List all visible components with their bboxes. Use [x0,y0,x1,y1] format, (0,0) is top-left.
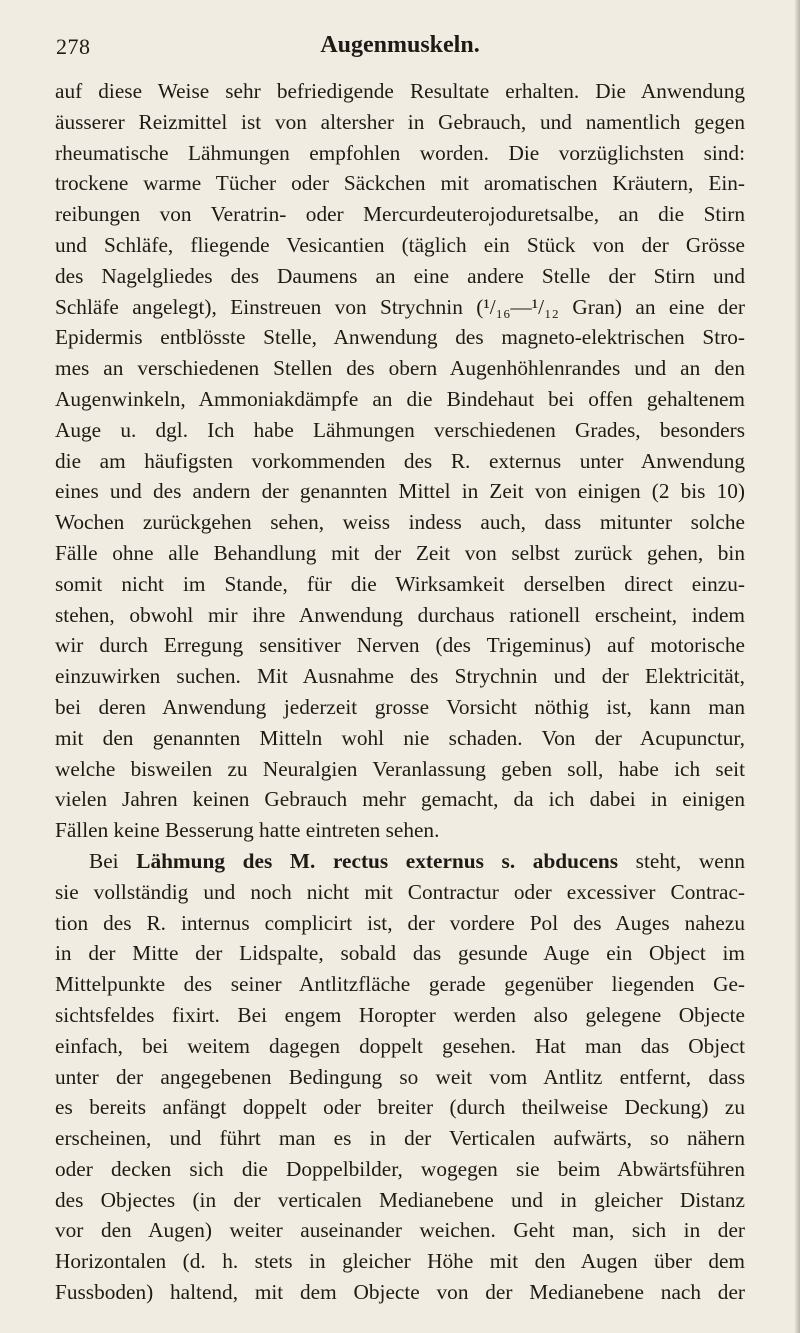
text-line: und Schläfe, fliegende Vesicantien (täglich ein Stück von der Grösse [55,232,745,257]
text-line: somit nicht im Stande, für die Wirksamkeit derselben direct einzu- [55,571,745,596]
text-line: auf diese Weise sehr befriedigende Resultate erhalten. Die Anwendung [55,79,745,103]
text-line: Wochen zurückgehen sehen, weiss indess auch, dass mitunter solche [55,510,745,535]
text-line: äusserer Reizmittel ist von altersher in Gebrauch, und namentlich gegen [55,109,745,134]
paragraph-2-first-line-rest: steht, wenn [618,848,745,873]
text-line: Fussboden) haltend, mit dem Objecte von der Medianebene nach der [55,1280,745,1305]
paragraph-2 [55,846,745,1308]
text-line: Fällen keine Besserung hatte eintreten sehen. [55,818,440,843]
text-line: vielen Jahren keinen Gebrauch mehr gemacht, da ich dabei in einigen [55,787,745,812]
text-line: tion des R. internus complicirt ist, der vordere Pol des Auges nahezu [55,910,745,935]
text-line: Augenwinkeln, Ammoniakdämpfe an die Bindehaut bei offen gehaltenem [55,386,745,411]
running-title: Augenmuskeln. [320,32,480,58]
text-line: mit den genannten Mitteln wohl nie schaden. Von der Acupunctur, [55,725,745,750]
text-line: oder decken sich die Doppelbilder, wogegen sie beim Abwärtsführen [55,1156,745,1181]
text-line: rheumatische Lähmungen empfohlen worden. Die vorzüglichsten sind: [55,140,745,165]
text-line: reibungen von Veratrin- oder Mercurdeuterojoduretsalbe, an die Stirn [55,202,745,227]
text-line: Mittelpunkte des seiner Antlitzfläche gerade gegenüber liegenden Ge- [55,972,745,997]
text-line: welche bisweilen zu Neuralgien Veranlassung geben soll, habe ich seit [55,756,745,781]
text-line: trockene warme Tücher oder Säckchen mit aromatischen Kräutern, Ein- [55,171,745,196]
paragraph-2-first-line [55,846,745,877]
text-line: es bereits anfängt doppelt oder breiter (durch theilweise Deckung) zu [55,1095,745,1120]
section-heading: Lähmung des M. rectus externus s. abducens [136,848,619,873]
text-line: in der Mitte der Lidspalte, sobald das gesunde Auge ein Object im [55,941,745,966]
text-line: unter der angegebenen Bedingung so weit vom Antlitz entfernt, dass [55,1064,745,1089]
paragraph-2-intro: Bei [89,848,137,873]
page-edge-shadow [794,0,800,1333]
text-line: einfach, bei weitem dagegen doppelt gesehen. Hat man das Object [55,1033,745,1058]
paragraph-1 [55,76,745,846]
text-line: erscheinen, und führt man es in der Verticalen aufwärts, so nähern [55,1126,745,1151]
text-line: Auge u. dgl. Ich habe Lähmungen verschiedenen Grades, besonders [55,417,745,442]
text-line: die am häufigsten vorkommenden des R. externus unter Anwendung [55,448,745,473]
text-line: Schläfe angelegt), Einstreuen von Strychnin (¹/₁₆—¹/₁₂ Gran) an eine der [55,294,745,319]
text-line: des Objectes (in der verticalen Medianebene und in gleicher Distanz [55,1187,745,1212]
text-line: bei deren Anwendung jederzeit grosse Vorsicht nöthig ist, kann man [55,694,745,719]
text-line: wir durch Erregung sensitiver Nerven (des Trigeminus) auf motorische [55,633,745,658]
body-text [55,76,745,1308]
text-line: sie vollständig und noch nicht mit Contractur oder excessiver Contrac- [55,879,745,904]
text-line: einzuwirken suchen. Mit Ausnahme des Strychnin und der Elektricität, [55,664,745,689]
text-line: Horizontalen (d. h. stets in gleicher Höhe mit den Augen über dem [55,1249,745,1274]
text-line: des Nagelgliedes des Daumens an eine andere Stelle der Stirn und [55,263,745,288]
text-line: mes an verschiedenen Stellen des obern Augenhöhlenrandes und an den [55,356,745,381]
text-line: vor den Augen) weiter auseinander weichen. Geht man, sich in der [55,1218,745,1243]
text-line: Fälle ohne alle Behandlung mit der Zeit von selbst zurück gehen, bin [55,540,745,565]
text-line: stehen, obwohl mir ihre Anwendung durchaus rationell erscheint, indem [55,602,745,627]
page-number: 278 [56,34,91,59]
text-line: eines und des andern der genannten Mittel in Zeit von einigen (2 bis 10) [55,479,745,504]
text-line: Epidermis entblösste Stelle, Anwendung des magneto-elektrischen Stro- [55,325,745,350]
text-line: sichtsfeldes fixirt. Bei engem Horopter werden also gelegene Objecte [55,1002,745,1027]
